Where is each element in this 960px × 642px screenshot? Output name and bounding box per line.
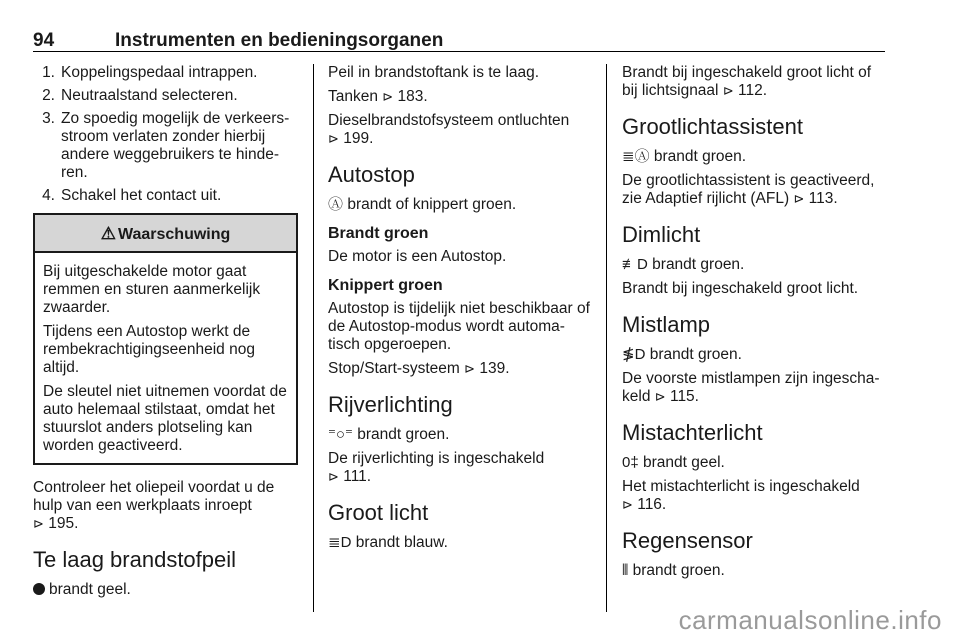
bleed-text: Dieselbrandstofsysteem ontluchten ⊳ 199. xyxy=(328,112,570,147)
stopstart-text: Stop/Start-systeem ⊳ 139. xyxy=(328,360,510,377)
high-beam-heading: Groot licht xyxy=(328,500,429,525)
driving-lights-heading: Rijverlichting xyxy=(328,392,453,417)
autostop-icon: Ⓐ xyxy=(328,196,344,213)
page-ref-icon: ⊳ xyxy=(464,361,476,376)
page-ref-icon: ⊳ xyxy=(793,191,805,206)
check-oil-text: Controleer het oliepeil voordat u de hulp van een werkplaats inroept ⊳ 195. xyxy=(33,479,275,532)
fog-on: De voorste mistlampen zijn ingeschakeld ⊳ 115. xyxy=(622,370,880,405)
low-fuel-heading: Te laag brandstofpeil xyxy=(33,547,237,572)
high-beam-text: ≣D brandt blauw. xyxy=(328,534,448,551)
page-number: 94 xyxy=(33,30,55,51)
assist-heading: Grootlichtassistent xyxy=(622,114,803,139)
column-divider xyxy=(606,64,607,612)
fog-lamp-icon: ≸D xyxy=(622,346,646,363)
fog-text: ≸D brandt groen. xyxy=(622,346,742,363)
fuel-low-text: Peil in brandstoftank is te laag. xyxy=(328,64,540,81)
steps-list xyxy=(33,64,298,205)
dimmed-heading: Dimlicht xyxy=(622,222,701,247)
autostop-text: Ⓐ brandt of knippert groen. xyxy=(328,196,517,213)
warning-paragraph: Bij uitgeschakelde motor gaat remmen en sturen aanmerkelijk zwaarder. xyxy=(43,263,261,316)
list-item: 4. Schakel het contact uit. xyxy=(42,187,222,204)
warning-paragraph: Tijdens een Autostop werkt de rembekrachtigingseenheid nog altijd. xyxy=(43,323,255,376)
assist-on: De grootlichtassistent is geactiveerd, zie Adaptief rijlicht (AFL) ⊳ 113. xyxy=(622,172,875,207)
page-title: Instrumenten en bedieningsorganen xyxy=(115,30,444,51)
column-3 xyxy=(622,64,890,586)
column-1 xyxy=(33,64,298,605)
dimmed-light-icon: ≢D xyxy=(622,256,648,273)
lit-text: De motor is een Autostop. xyxy=(328,248,507,265)
list-item: 1. Koppelingspedaal intrappen. xyxy=(42,64,258,81)
driving-lights-on: De rijverlichting is ingeschakeld ⊳ 111. xyxy=(328,450,545,485)
rain-heading: Regensensor xyxy=(622,528,753,553)
page-ref-icon: ⊳ xyxy=(722,83,734,98)
fog-heading: Mistlamp xyxy=(622,312,711,337)
high-beam-assist-icon: ≣Ⓐ xyxy=(622,148,650,165)
warning-body xyxy=(35,253,296,463)
list-item: 2. Neutraalstand selecteren. xyxy=(42,87,238,104)
refuel-text: Tanken ⊳ 183. xyxy=(328,88,428,105)
warning-header xyxy=(35,215,296,253)
autostop-heading: Autostop xyxy=(328,162,415,187)
dimmed-on: Brandt bij ingeschakeld groot licht. xyxy=(622,280,859,297)
rear-fog-icon: 0‡ xyxy=(622,454,639,471)
rain-text: ⫴ brandt groen. xyxy=(622,562,725,579)
page-ref-icon: ⊳ xyxy=(382,89,394,104)
page-ref-icon: ⊳ xyxy=(33,516,44,531)
list-item: 3. Zo spoedig mogelijk de verkeersstroom verlaten zonder hierbij andere weggebruikers te hinderen. xyxy=(42,110,290,181)
page-header xyxy=(33,30,885,52)
lit-heading: Brandt groen xyxy=(328,225,429,242)
dimmed-text: ≢D brandt groen. xyxy=(622,256,745,273)
high-beam-icon: ≣D xyxy=(328,534,352,551)
rear-fog-on: Het mistachterlicht is ingeschakeld ⊳ 116. xyxy=(622,478,860,513)
rear-fog-text: 0‡ brandt geel. xyxy=(622,454,725,471)
low-fuel-text: brandt geel. xyxy=(33,581,298,599)
warning-title: Waarschuwing xyxy=(117,226,231,243)
warning-icon: ⚠ xyxy=(100,224,116,243)
flash-heading: Knippert groen xyxy=(328,277,443,294)
fuel-lamp-icon xyxy=(33,583,45,595)
page-ref-icon: ⊳ xyxy=(328,131,339,146)
high-beam-flash-text: Brandt bij ingeschakeld groot licht of bij lichtsignaal ⊳ 112. xyxy=(622,64,872,99)
column-2 xyxy=(328,64,590,558)
page-ref-icon: ⊳ xyxy=(654,389,666,404)
warning-paragraph: De sleutel niet uitnemen voordat de auto helemaal stilstaat, omdat het stuurslot anders plotseling kan worden geactiveerd. xyxy=(43,383,287,454)
flash-text: Autostop is tijdelijk niet beschikbaar of de Autostop-modus wordt automatisch opgeroepen. xyxy=(328,300,590,353)
watermark: carmanualsonline.info xyxy=(678,605,942,635)
warning-box xyxy=(33,213,298,465)
page-ref-icon: ⊳ xyxy=(622,497,633,512)
page-ref-icon: ⊳ xyxy=(328,469,339,484)
assist-text: ≣Ⓐ brandt groen. xyxy=(622,148,747,165)
driving-lights-icon: ⁼○⁼ xyxy=(328,426,353,443)
column-divider xyxy=(313,64,314,612)
rain-sensor-icon: ⫴ xyxy=(622,562,629,579)
rear-fog-heading: Mistachterlicht xyxy=(622,420,763,445)
driving-lights-text: ⁼○⁼ brandt groen. xyxy=(328,426,450,443)
